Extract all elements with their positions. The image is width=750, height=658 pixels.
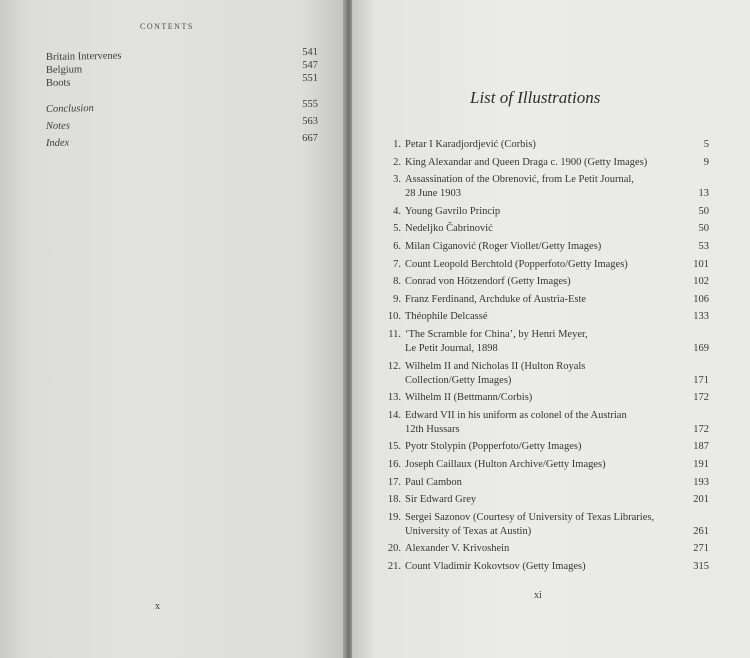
illustration-caption	[405, 542, 677, 556]
illustration-entry	[387, 293, 709, 307]
illustration-number: 2.	[393, 156, 401, 168]
illustration-caption	[405, 240, 677, 254]
contents-entry-title: Boots	[45, 77, 71, 89]
illustration-entry	[387, 173, 709, 201]
contents-entry-page: 547	[302, 59, 319, 72]
illustration-caption	[405, 258, 677, 272]
illustration-caption	[405, 293, 677, 307]
illustration-entry	[387, 328, 709, 356]
caption-line: Alexander V. Krivoshein	[405, 543, 510, 555]
illustration-number: 11.	[388, 329, 401, 340]
illustration-page: 106	[693, 293, 709, 305]
illustration-page: 172	[693, 392, 709, 404]
illustration-number: 21.	[387, 561, 401, 572]
illustration-caption	[405, 138, 677, 152]
illustration-entry	[387, 240, 709, 254]
illustration-entry	[387, 458, 709, 472]
illustration-caption	[405, 173, 677, 201]
contents-entry	[46, 133, 318, 152]
illustration-caption	[405, 156, 677, 170]
illustration-entry	[387, 391, 709, 405]
caption-line: Milan Ciganović (Roger Viollet/Getty Images)	[405, 241, 602, 252]
illustration-page: 50	[698, 223, 709, 235]
illustration-caption	[405, 476, 677, 490]
caption-line: ‘The Scramble for China’, by Henri Meyer,	[405, 329, 588, 340]
caption-line: Le Petit Journal, 1898	[405, 343, 498, 354]
illustration-entry	[387, 440, 709, 454]
illustration-caption	[405, 440, 677, 454]
illustration-page: 102	[693, 276, 709, 288]
illustration-caption	[405, 458, 677, 472]
illustration-caption	[405, 222, 677, 236]
caption-line: Théophile Delcassé	[405, 311, 488, 323]
caption-line: Wilhelm II (Bettmann/Corbis)	[405, 392, 533, 404]
illustration-caption	[405, 391, 677, 405]
illustration-entry	[387, 310, 709, 324]
illustration-number: 18.	[387, 494, 401, 506]
caption-line: Count Vladimir Kokovtsov (Getty Images)	[405, 561, 586, 572]
illustration-page: 191	[693, 459, 709, 470]
illustration-page: 193	[693, 476, 709, 488]
illustration-page: 261	[693, 525, 709, 537]
page-folio: xi	[534, 590, 542, 601]
contents-entry-title: Notes	[45, 120, 70, 132]
caption-line: Nedeljko Čabrinović	[405, 223, 493, 235]
page-title: List of Illustrations	[470, 88, 601, 107]
contents-entry-page: 667	[302, 132, 319, 145]
illustration-page: 101	[693, 258, 709, 270]
illustration-number: 3.	[393, 174, 401, 186]
illustration-number: 19.	[387, 511, 401, 523]
running-head: CONTENTS	[140, 22, 194, 31]
illustration-page: 315	[693, 561, 709, 572]
caption-line: Wilhelm II and Nicholas II (Hulton Royals	[405, 360, 586, 372]
right-page	[352, 0, 750, 658]
contents-entry-page: 551	[302, 72, 319, 85]
contents-entry-page: 563	[302, 115, 319, 128]
contents-entry-page: 555	[302, 98, 319, 111]
caption-line: Paul Cambon	[405, 476, 462, 488]
caption-line: Collection/Getty Images)	[405, 374, 512, 386]
contents-entry-title: Belgium	[45, 64, 83, 76]
illustration-number: 16.	[387, 459, 401, 470]
caption-line: Edward VII in his uniform as colonel of the Austrian	[405, 409, 627, 421]
illustration-entry	[387, 205, 709, 219]
caption-line: Pyotr Stolypin (Popperfoto/Getty Images)	[405, 441, 582, 453]
illustration-number: 14.	[387, 409, 401, 421]
illustration-entry	[387, 476, 709, 490]
contents-entry-page: 541	[302, 46, 319, 59]
illustration-page: 5	[703, 139, 709, 150]
page-folio: x	[155, 601, 160, 612]
illustration-caption	[405, 511, 677, 539]
caption-line: 28 June 1903	[405, 188, 461, 200]
illustration-page: 50	[698, 205, 709, 217]
illustration-entry	[387, 360, 709, 388]
illustration-caption	[405, 275, 677, 289]
illustration-number: 20.	[387, 543, 401, 555]
illustration-caption	[405, 205, 677, 219]
illustration-number: 4.	[393, 205, 401, 217]
illustration-number: 9.	[393, 293, 401, 305]
illustration-page: 172	[693, 423, 709, 435]
illustration-number: 5.	[393, 223, 401, 235]
illustration-entry	[387, 560, 709, 574]
caption-line: Count Leopold Berchtold (Popperfoto/Getty Images)	[405, 258, 628, 270]
contents-entry-title: Britain Intervenes	[45, 50, 122, 63]
caption-line: Petar I Karadjordjević (Corbis)	[405, 139, 536, 150]
illustration-page: 53	[698, 241, 709, 252]
illustration-number: 7.	[393, 258, 401, 270]
illustration-page: 169	[693, 343, 709, 354]
illustration-caption	[405, 409, 677, 437]
illustration-number: 6.	[393, 241, 401, 252]
illustration-page: 201	[693, 494, 709, 506]
illustration-page: 171	[693, 374, 709, 386]
illustration-caption	[405, 560, 677, 574]
illustration-entry	[387, 275, 709, 289]
illustration-page: 271	[693, 543, 709, 555]
illustration-number: 10.	[387, 311, 401, 323]
illustration-entry	[387, 138, 709, 152]
illustration-entry	[387, 156, 709, 170]
illustration-page: 187	[693, 441, 709, 453]
illustration-page: 9	[703, 156, 709, 168]
illustration-caption	[405, 360, 677, 388]
illustration-page: 133	[693, 311, 709, 323]
illustration-entry	[387, 409, 709, 437]
illustration-number: 8.	[393, 276, 401, 288]
left-page	[0, 0, 345, 658]
illustration-caption	[405, 493, 677, 507]
caption-line: Young Gavrilo Princip	[405, 205, 501, 217]
illustration-page: 13	[698, 188, 709, 200]
caption-line: Sergei Sazonov (Courtesy of University of Texas Libraries,	[405, 511, 655, 523]
caption-line: Joseph Caillaux (Hulton Archive/Getty Images)	[405, 459, 606, 470]
illustration-entry	[387, 258, 709, 272]
illustration-caption	[405, 310, 677, 324]
illustration-entry	[387, 222, 709, 236]
illustration-entry	[387, 511, 709, 539]
illustration-number: 15.	[387, 441, 401, 453]
caption-line: 12th Hussars	[405, 423, 460, 435]
contents-entry	[46, 99, 318, 118]
illustration-entry	[387, 542, 709, 556]
illustration-entry	[387, 493, 709, 507]
contents-entry	[46, 116, 318, 135]
contents-entry-title: Index	[45, 137, 70, 149]
illustration-caption	[405, 328, 677, 356]
illustration-number: 12.	[387, 360, 401, 372]
illustration-number: 13.	[387, 392, 401, 404]
illustration-number: 1.	[393, 139, 401, 150]
caption-line: Assassination of the Obrenović, from Le Petit Journal,	[405, 174, 634, 186]
contents-entry-title: Conclusion	[45, 103, 94, 115]
caption-line: Franz Ferdinand, Archduke of Austria-Este	[405, 293, 587, 305]
caption-line: Conrad von Hötzendorf (Getty Images)	[405, 276, 571, 288]
caption-line: King Alexandar and Queen Draga c. 1900 (Getty Images)	[405, 156, 648, 168]
caption-line: University of Texas at Austin)	[405, 525, 532, 537]
illustration-number: 17.	[387, 476, 401, 488]
caption-line: Sir Edward Grey	[405, 494, 477, 506]
